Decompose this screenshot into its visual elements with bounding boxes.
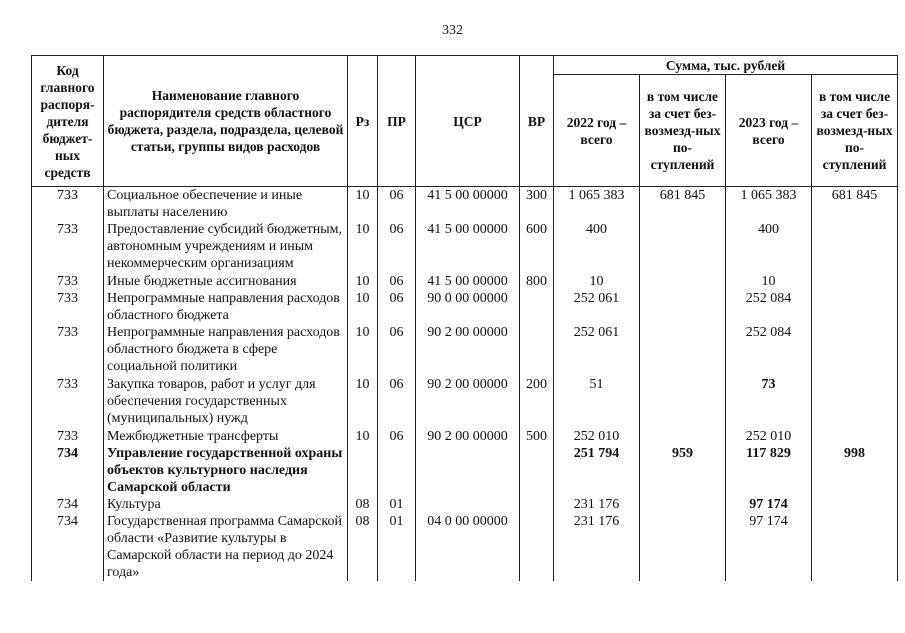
header-csr: ЦСР [416,56,520,187]
cell-csr [416,496,520,513]
cell-2023-total: 1 065 383 [726,187,812,222]
header-2023-incl: в том числе за счет без-возмезд-ных по-ступлений [812,75,898,187]
cell-code: 733 [32,221,104,273]
cell-2023-total: 97 174 [726,496,812,513]
header-2022-total: 2022 год – всего [554,75,640,187]
cell-csr: 41 5 00 00000 [416,273,520,290]
table-row [32,445,898,496]
cell-2022-incl [640,513,726,581]
cell-2022-incl [640,273,726,290]
cell-name: Культура [104,496,348,513]
cell-2023-incl [812,428,898,445]
cell-2022-total: 231 176 [554,496,640,513]
cell-2022-incl [640,428,726,445]
cell-2022-total: 10 [554,273,640,290]
cell-name: Непрограммные направления расходов областного бюджета [104,290,348,324]
cell-pr: 01 [378,496,416,513]
cell-vr [520,496,554,513]
budget-table [31,55,898,581]
cell-pr: 06 [378,428,416,445]
cell-code: 733 [32,324,104,376]
cell-2023-incl [812,290,898,324]
cell-2022-incl [640,496,726,513]
header-2022-incl: в том числе за счет без-возмезд-ных по-ступлений [640,75,726,187]
table-row [32,273,898,290]
cell-2022-incl: 959 [640,445,726,496]
cell-rz: 10 [348,290,378,324]
cell-rz: 08 [348,513,378,581]
cell-2022-incl: 681 845 [640,187,726,222]
cell-2023-total: 252 084 [726,324,812,376]
cell-2023-total: 400 [726,221,812,273]
cell-2023-total: 252 084 [726,290,812,324]
cell-csr: 41 5 00 00000 [416,187,520,222]
cell-vr [520,513,554,581]
cell-rz: 10 [348,273,378,290]
page-number: 332 [442,23,463,38]
cell-2022-total: 252 010 [554,428,640,445]
cell-csr: 90 2 00 00000 [416,428,520,445]
cell-pr: 06 [378,221,416,273]
cell-code: 734 [32,513,104,581]
cell-pr: 01 [378,513,416,581]
cell-code: 733 [32,290,104,324]
table-header [32,56,898,187]
cell-vr: 200 [520,376,554,428]
header-vr: ВР [520,56,554,187]
cell-2023-incl: 998 [812,445,898,496]
table-row [32,290,898,324]
table-row [32,376,898,428]
cell-name: Государственная программа Самарской области «Развитие культуры в Самарской области на период до 2024 года» [104,513,348,581]
cell-rz: 10 [348,324,378,376]
cell-code: 733 [32,428,104,445]
cell-2022-total: 51 [554,376,640,428]
cell-pr: 06 [378,290,416,324]
cell-2022-total: 252 061 [554,324,640,376]
cell-2022-incl [640,221,726,273]
cell-2023-incl [812,324,898,376]
cell-2023-total: 252 010 [726,428,812,445]
cell-2022-incl [640,290,726,324]
cell-2023-incl: 681 845 [812,187,898,222]
cell-code: 734 [32,496,104,513]
cell-2023-total: 10 [726,273,812,290]
cell-vr [520,445,554,496]
cell-2023-total: 97 174 [726,513,812,581]
cell-name: Закупка товаров, работ и услуг для обеспечения государственных (муниципальных) нужд [104,376,348,428]
cell-csr: 90 2 00 00000 [416,324,520,376]
cell-2022-total: 1 065 383 [554,187,640,222]
cell-2023-incl [812,221,898,273]
header-code: Код главного распоря-дителя бюджет-ных средств [32,56,104,187]
cell-pr: 06 [378,376,416,428]
cell-2022-incl [640,376,726,428]
cell-name: Межбюджетные трансферты [104,428,348,445]
cell-code: 733 [32,187,104,222]
header-2023-total: 2023 год – всего [726,75,812,187]
cell-vr: 500 [520,428,554,445]
cell-vr: 600 [520,221,554,273]
cell-2022-total: 400 [554,221,640,273]
cell-pr: 06 [378,324,416,376]
cell-code: 733 [32,376,104,428]
table-row [32,187,898,222]
cell-2022-total: 231 176 [554,513,640,581]
cell-name: Управление государственной охраны объектов культурного наследия Самарской области [104,445,348,496]
cell-rz: 08 [348,496,378,513]
cell-rz: 10 [348,187,378,222]
cell-2023-total: 117 829 [726,445,812,496]
cell-vr: 800 [520,273,554,290]
cell-csr [416,445,520,496]
cell-rz: 10 [348,428,378,445]
cell-vr [520,290,554,324]
cell-vr: 300 [520,187,554,222]
cell-name: Предоставление субсидий бюджетным, автономным учреждениям и иным некоммерческим организациям [104,221,348,273]
cell-2023-incl [812,513,898,581]
header-rz: Рз [348,56,378,187]
cell-pr: 06 [378,273,416,290]
cell-pr: 06 [378,187,416,222]
cell-name: Непрограммные направления расходов областного бюджета в сфере социальной политики [104,324,348,376]
cell-rz [348,445,378,496]
cell-pr [378,445,416,496]
header-pr: ПР [378,56,416,187]
cell-csr: 04 0 00 00000 [416,513,520,581]
cell-2023-total: 73 [726,376,812,428]
header-name: Наименование главного распорядителя средств областного бюджета, раздела, подраздела, целевой статьи, группы видов расходов [104,56,348,187]
table-row [32,221,898,273]
table-row [32,513,898,581]
cell-rz: 10 [348,376,378,428]
header-sum: Сумма, тыс. рублей [554,56,898,75]
cell-2022-incl [640,324,726,376]
cell-rz: 10 [348,221,378,273]
cell-code: 733 [32,273,104,290]
cell-2022-total: 251 794 [554,445,640,496]
cell-2023-incl [812,273,898,290]
cell-csr: 41 5 00 00000 [416,221,520,273]
cell-2023-incl [812,496,898,513]
cell-name: Социальное обеспечение и иные выплаты населению [104,187,348,222]
cell-2023-incl [812,376,898,428]
cell-csr: 90 0 00 00000 [416,290,520,324]
cell-code: 734 [32,445,104,496]
table-row [32,496,898,513]
table-row [32,324,898,376]
cell-name: Иные бюджетные ассигнования [104,273,348,290]
cell-csr: 90 2 00 00000 [416,376,520,428]
table-body [32,187,898,582]
cell-vr [520,324,554,376]
cell-2022-total: 252 061 [554,290,640,324]
table-row [32,428,898,445]
